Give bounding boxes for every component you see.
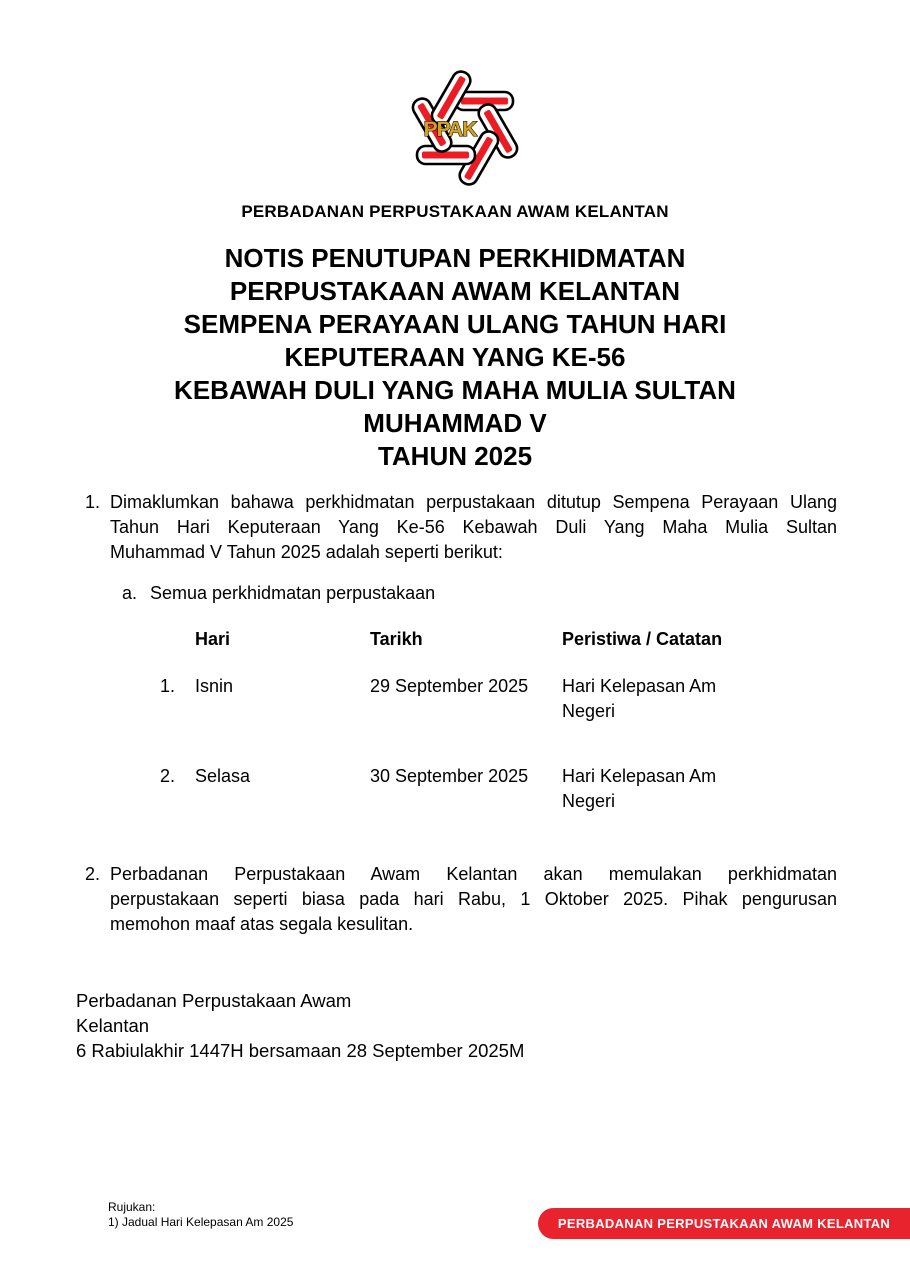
- paragraph-2-line: memohon maaf atas segala kesulitan.: [110, 914, 414, 934]
- title-line: PERPUSTAKAAN AWAM KELANTAN: [229, 276, 681, 306]
- title-line: MUHAMMAD V: [363, 408, 547, 438]
- paragraph-1-line: Tahun Hari Keputeraan Yang Ke-56 Kebawah Duli Yang Maha Mulia Sultan: [110, 517, 837, 537]
- paragraph-2-line: Perbadanan Perpustakaan Awam Kelantan akan memulakan perkhidmatan: [110, 864, 837, 884]
- signoff-line: Kelantan: [76, 1015, 150, 1036]
- row-number: 2.: [160, 766, 176, 786]
- title-line: SEMPENA PERAYAAN ULANG TAHUN HARI: [183, 309, 727, 339]
- ppak-acronym: PPAK: [423, 118, 477, 141]
- books-pinwheel-icon: [390, 66, 540, 190]
- table-header-empty: [160, 627, 195, 652]
- row-date: 29 September 2025: [370, 676, 529, 696]
- signoff-line: 6 Rabiulakhir 1447H bersamaan 28 September 2025M: [76, 1040, 525, 1061]
- table-row: [160, 674, 732, 724]
- sub-item-a-letter: a.: [122, 583, 138, 603]
- table-row: [160, 764, 732, 814]
- closure-schedule-table: [160, 627, 732, 814]
- reference-item: 1) Jadual Hari Kelepasan Am 2025: [108, 1215, 294, 1229]
- paragraph-1: [85, 490, 837, 565]
- signoff-block: [76, 988, 524, 1063]
- notice-title: [55, 242, 855, 473]
- row-day: Isnin: [195, 676, 234, 696]
- title-line: NOTIS PENUTUPAN PERKHIDMATAN: [224, 243, 686, 273]
- sub-item-a-text: Semua perkhidmatan perpustakaan: [150, 583, 436, 603]
- footer-ribbon: [538, 1208, 910, 1239]
- title-line: KEBAWAH DULI YANG MAHA MULIA SULTAN: [174, 375, 736, 405]
- title-line: TAHUN 2025: [377, 441, 533, 471]
- footer-ribbon-text: PERBADANAN PERPUSTAKAAN AWAM KELANTAN: [557, 1216, 891, 1231]
- row-day: Selasa: [195, 766, 251, 786]
- reference-note: [108, 1200, 293, 1230]
- signoff-line: Perbadanan Perpustakaan Awam: [76, 990, 352, 1011]
- title-line: KEPUTERAAN YANG KE-56: [284, 342, 626, 372]
- row-number: 1.: [160, 676, 176, 696]
- table-header-row: [160, 627, 732, 652]
- paragraph-2-number: 2.: [85, 864, 101, 884]
- ppak-logo: [390, 66, 540, 190]
- table-header-peristiwa: Peristiwa / Catatan: [562, 629, 723, 649]
- row-event: Hari Kelepasan Am Negeri: [562, 676, 717, 721]
- table-header-tarikh: Tarikh: [370, 629, 423, 649]
- paragraph-2-text: [110, 862, 837, 937]
- row-date: 30 September 2025: [370, 766, 529, 786]
- sub-item-a: [122, 581, 435, 606]
- organisation-name: PERBADANAN PERPUSTAKAAN AWAM KELANTAN: [241, 202, 669, 221]
- paragraph-2: [85, 862, 837, 937]
- paragraph-1-text: [110, 490, 837, 565]
- reference-label: Rujukan:: [108, 1200, 156, 1214]
- paragraph-1-line: Muhammad V Tahun 2025 adalah seperti berikut:: [110, 542, 503, 562]
- paragraph-1-line: Dimaklumkan bahawa perkhidmatan perpustakaan ditutup Sempena Perayaan Ulang: [110, 492, 837, 512]
- table-header-hari: Hari: [195, 629, 231, 649]
- row-event: Hari Kelepasan Am Negeri: [562, 766, 717, 811]
- paragraph-1-number: 1.: [85, 492, 101, 512]
- paragraph-2-line: perpustakaan seperti biasa pada hari Rabu, 1 Oktober 2025. Pihak pengurusan: [110, 889, 837, 909]
